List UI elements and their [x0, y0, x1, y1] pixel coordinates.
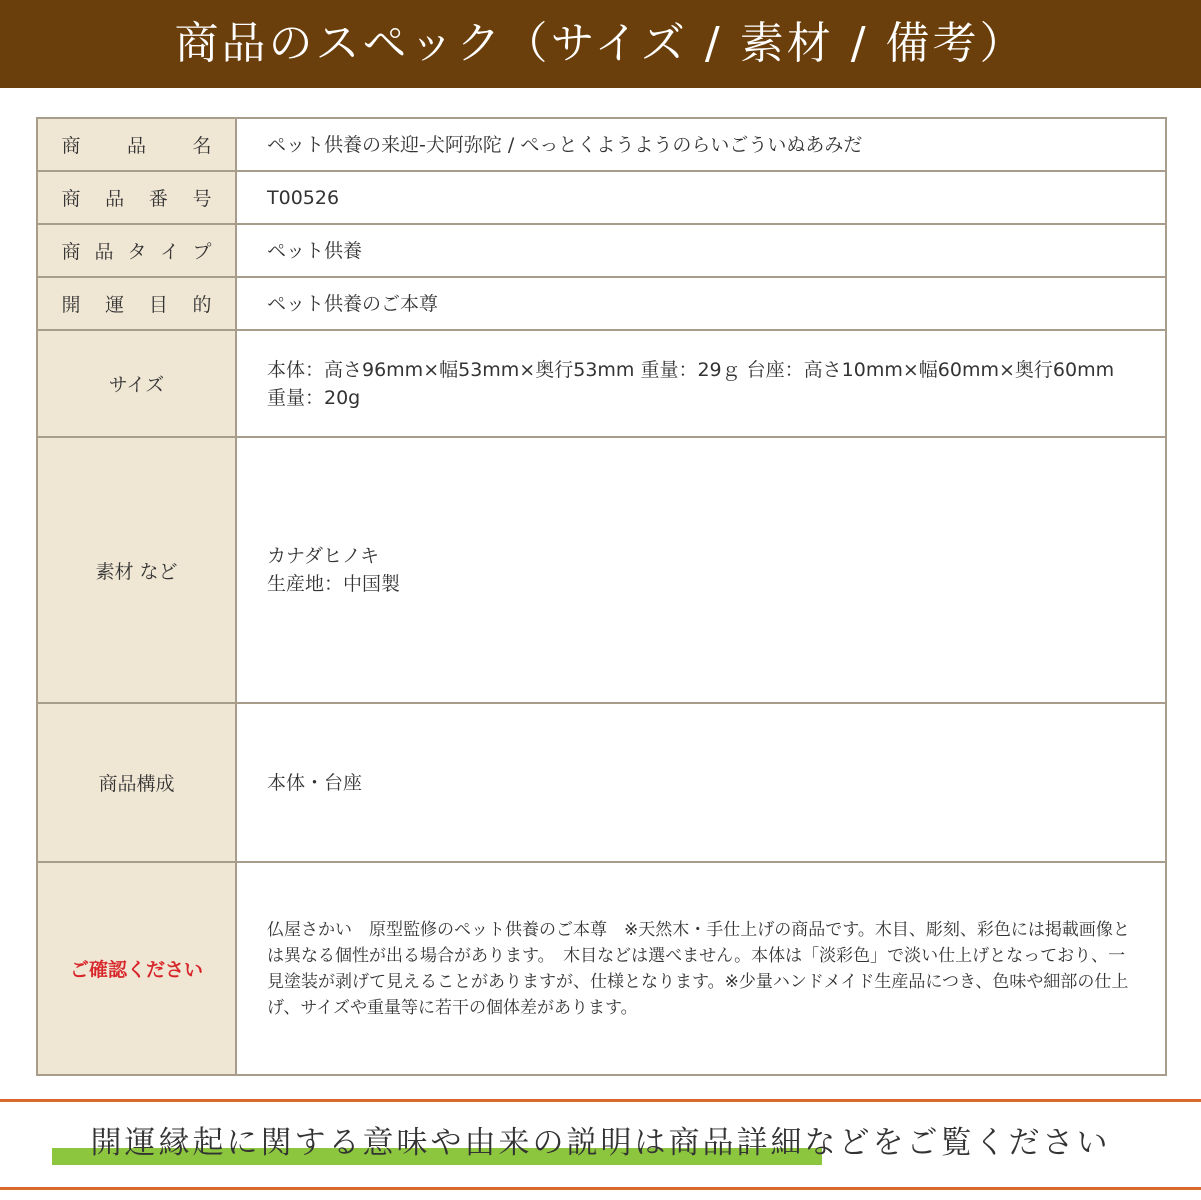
spec-row-purpose — [37, 277, 1166, 330]
footer-message: 開運縁起に関する意味や由来の説明は商品詳細などをご覧ください — [90, 1125, 1111, 1161]
notice-label: ご確認ください — [37, 862, 236, 1075]
footer-top-rule — [0, 1099, 1201, 1102]
spec-value: T00526 — [236, 171, 1166, 224]
spec-table — [36, 117, 1167, 1076]
spec-value: 本体・台座 — [236, 703, 1166, 862]
spec-row-size — [37, 330, 1166, 437]
spec-value: カナダヒノキ 生産地：中国製 — [236, 437, 1166, 703]
spec-label: 商品タイプ — [37, 224, 236, 277]
spec-label: 開運目的 — [37, 277, 236, 330]
spec-row-product-name — [37, 118, 1166, 171]
header-banner — [0, 0, 1201, 88]
spec-value: ペット供養の来迎-犬阿弥陀 / ぺっとくようようのらいごういぬあみだ — [236, 118, 1166, 171]
spec-label: 素材 など — [37, 437, 236, 703]
spec-row-material — [37, 437, 1166, 703]
spec-value: 本体：高さ96mm×幅53mm×奥行53mm 重量：29ｇ 台座：高さ10mm×幅60mm×奥行60mm 重量：20g — [236, 330, 1166, 437]
spec-label: 商品構成 — [37, 703, 236, 862]
spec-value: ペット供養のご本尊 — [236, 277, 1166, 330]
spec-row-components — [37, 703, 1166, 862]
footer-bottom-rule — [0, 1187, 1201, 1190]
spec-row-product-number — [37, 171, 1166, 224]
page-title: 商品のスペック（サイズ / 素材 / 備考） — [174, 18, 1027, 69]
spec-row-notice — [37, 862, 1166, 1075]
spec-value: ペット供養 — [236, 224, 1166, 277]
spec-label: サイズ — [37, 330, 236, 437]
spec-label: 商品名 — [37, 118, 236, 171]
spec-row-product-type — [37, 224, 1166, 277]
notice-text: 仏屋さかい 原型監修のペット供養のご本尊 ※天然木・手仕上げの商品です。木目、彫刻、彩色には掲載画像とは異なる個性が出る場合があります。 木目などは選べません。本体は「淡彩色」で淡い仕上げとなっており、一見塗装が剥げて見えることがありますが、仕様となります。※少量ハンドメイド生産品につき、色味や細部の仕上げ、サイズや重量等に若干の個体差があります。 — [236, 862, 1166, 1075]
spec-label: 商品番号 — [37, 171, 236, 224]
